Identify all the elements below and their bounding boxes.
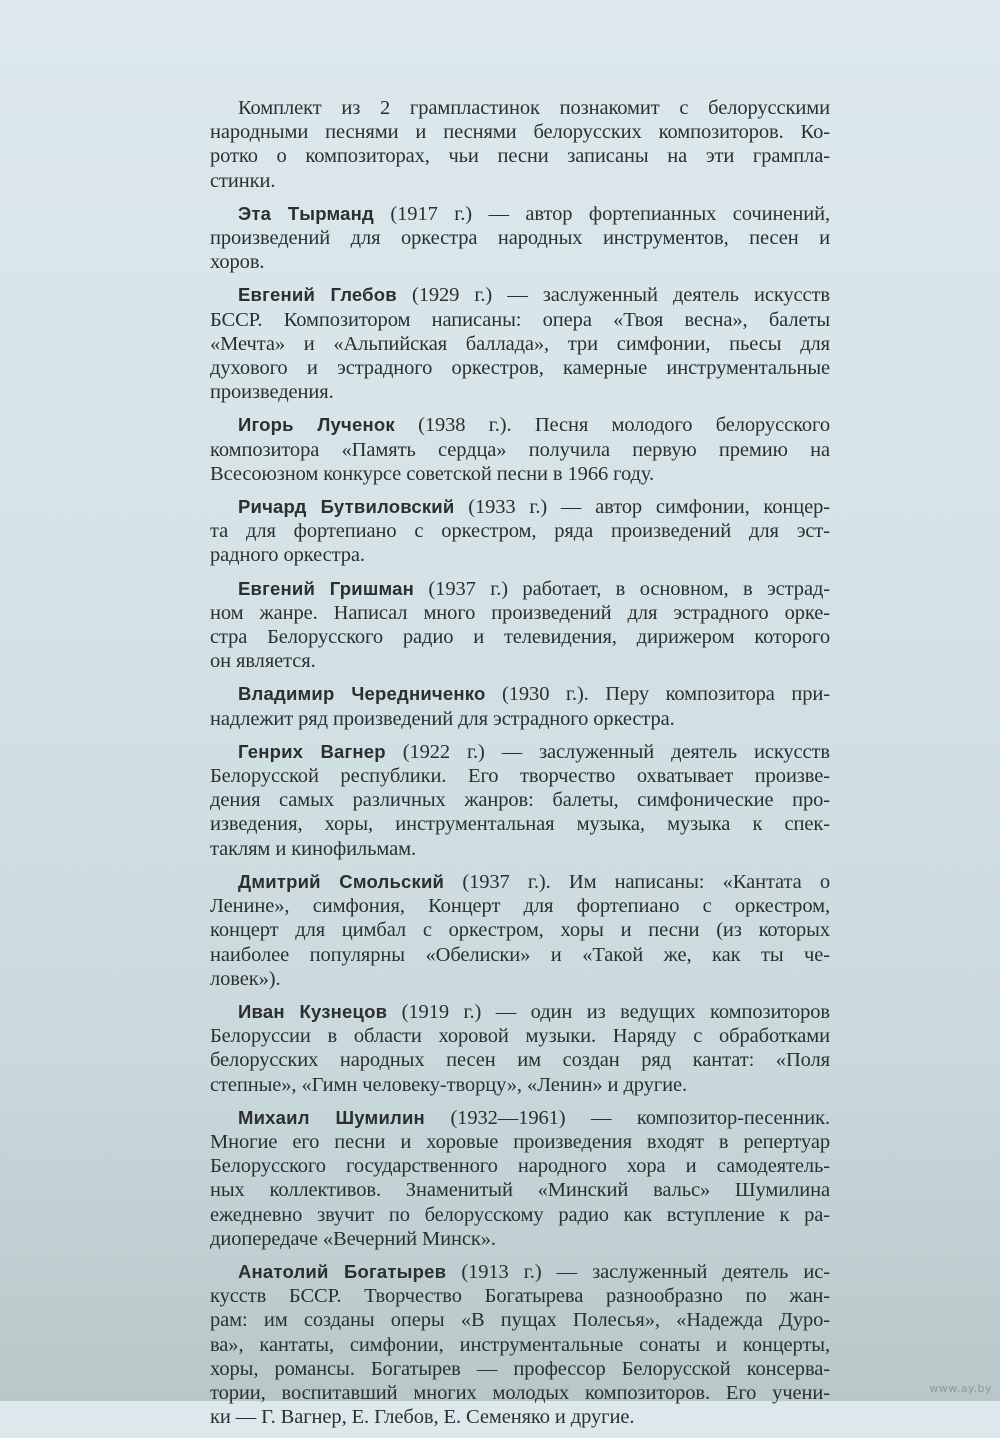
text-line: тории, воспитавший многих молодых композиторов. Его учени- <box>210 1381 830 1404</box>
composer-name: Игорь Лученок <box>238 414 395 436</box>
text-line: Белоруссии в области хоровой музыки. Наряду с обработками <box>210 1025 830 1048</box>
intro-paragraph <box>210 96 830 193</box>
composer-dates: (1930 г.). Перу композитора при- <box>485 683 830 706</box>
text-line: БССР. Композитором написаны: опера «Твоя весна», балеты <box>210 308 830 331</box>
text-line: степные», «Гимн человеку-творцу», «Ленин» и другие. <box>210 1073 688 1096</box>
composer-dates: (1932—1961) — композитор-песенник. <box>424 1106 831 1129</box>
text-line <box>210 202 830 226</box>
text-line: хоров. <box>210 251 265 274</box>
composer-dates: (1919 г.) — один из ведущих композиторов <box>387 1000 831 1023</box>
composer-name: Эта Тырманд <box>238 202 374 224</box>
text-line: наиболее популярны «Обелиски» и «Такой же, как ты че- <box>210 943 830 966</box>
composer-name: Дмитрий Смольский <box>238 870 445 892</box>
text-line: ки — Г. Вагнер, Е. Глебов, Е. Семеняко и другие. <box>210 1406 635 1429</box>
composer-entry-cherednichenko <box>210 682 830 730</box>
text-line: стра Белорусского радио и телевидения, дирижером которого <box>210 626 830 649</box>
text-line: белорусских народных песен им создан ряд кантат: «Поля <box>210 1049 830 1072</box>
text-line: кусств БССР. Творчество Богатырева разнообразно по жан- <box>210 1285 830 1308</box>
text-line: концерт для цимбал с оркестром, хоры и песни (из которых <box>210 919 830 942</box>
composer-dates: (1938 г.). Песня молодого белорусского <box>394 414 830 437</box>
text-line: та для фортепиано с оркестром, ряда произведений для эст- <box>210 520 830 543</box>
text-line: ловек»). <box>210 967 281 990</box>
text-line: изведения, хоры, инструментальная музыка, музыка к спек- <box>210 813 830 836</box>
text-line: Всесоюзном конкурсе советской песни в 1966 году. <box>210 462 654 485</box>
composer-dates: (1917 г.) — автор фортепианных сочинений, <box>373 202 830 225</box>
composer-entry-bogatyrev <box>210 1260 830 1429</box>
composer-name: Михаил Шумилин <box>238 1106 425 1128</box>
text-line: он является. <box>210 650 316 673</box>
text-line: таклям и кинофильмам. <box>210 837 417 860</box>
text-line: ва», кантаты, симфонии, инструментальные сонаты и концерты, <box>210 1333 830 1356</box>
text-line: Белорусского государственного народного хора и самодеятель- <box>210 1155 830 1178</box>
text-line: композитора «Память сердца» получила первую премию на <box>210 438 830 461</box>
text-line: дения самых различных жанров: балеты, симфонические про- <box>210 789 830 812</box>
composer-entry-kuznetsov <box>210 1000 830 1097</box>
composer-dates: (1929 г.) — заслуженный деятель искусств <box>396 284 830 307</box>
text-line: стинки. <box>210 169 276 192</box>
composer-name: Анатолий Богатырев <box>238 1260 447 1282</box>
text-line <box>210 682 830 706</box>
text-line: произведения. <box>210 381 334 404</box>
composer-dates: (1933 г.) — автор симфонии, концер- <box>454 496 830 519</box>
composer-entry-smolsky <box>210 870 830 991</box>
text-line <box>210 1000 830 1024</box>
document-page <box>210 96 830 1438</box>
composer-name: Генрих Вагнер <box>238 740 386 762</box>
text-line: ежедневно звучит по белорусскому радио как вступление к ра- <box>210 1203 830 1226</box>
text-line: Многие его песни и хоровые произведения входят в репертуар <box>210 1130 830 1153</box>
text-line: Белорусской республики. Его творчество охватывает произве- <box>210 765 830 788</box>
text-line <box>210 740 830 764</box>
composer-dates: (1937 г.) работает, в основном, в эстрад- <box>413 577 830 600</box>
watermark: www.ay.by <box>929 1382 992 1395</box>
text-line: Ленине», симфония, Концерт для фортепиано с оркестром, <box>210 895 830 918</box>
text-line: надлежит ряд произведений для эстрадного оркестра. <box>210 707 675 730</box>
composer-dates: (1937 г.). Им написаны: «Кантата о <box>444 870 830 893</box>
text-line: ном жанре. Написал много произведений для эстрадного орке- <box>210 601 830 624</box>
composer-name: Евгений Гришман <box>238 577 414 599</box>
text-line <box>210 413 830 437</box>
text-line: произведений для оркестра народных инструментов, песен и <box>210 227 830 250</box>
composer-dates: (1922 г.) — заслуженный деятель искусств <box>385 740 830 763</box>
composer-entry-shumilin <box>210 1106 830 1251</box>
text-line: «Мечта» и «Альпийская баллада», три симфонии, пьесы для <box>210 332 830 355</box>
text-line: духового и эстрадного оркестров, камерные инструментальные <box>210 357 830 380</box>
text-line <box>210 577 830 601</box>
text-line <box>210 1260 830 1284</box>
composer-entry-butvilovsky <box>210 495 830 568</box>
text-line: радного оркестра. <box>210 544 365 567</box>
text-line: народными песнями и песнями белорусских композиторов. Ко- <box>210 121 830 144</box>
composer-name: Ричард Бутвиловский <box>238 496 455 518</box>
text-line <box>210 870 830 894</box>
composer-entry-grishman <box>210 577 830 674</box>
text-line: ных коллективов. Знаменитый «Минский вальс» Шумилина <box>210 1179 830 1202</box>
composer-entry-luchenok <box>210 413 830 486</box>
text-line: хоры, романсы. Богатырев — профессор Белорусской консерва- <box>210 1357 830 1380</box>
composer-name: Евгений Глебов <box>238 284 397 306</box>
composer-entry-vagner <box>210 740 830 861</box>
text-line <box>210 1106 830 1130</box>
text-line: Комплект из 2 грампластинок познакомит с белорусскими <box>238 97 830 119</box>
composer-name: Владимир Чередниченко <box>238 683 486 705</box>
text-line: рам: им созданы оперы «В пущах Полесья», «Надежда Дуро- <box>210 1309 830 1332</box>
composer-entry-glebov <box>210 283 830 404</box>
composer-name: Иван Кузнецов <box>238 1000 388 1022</box>
composer-dates: (1913 г.) — заслуженный деятель ис- <box>446 1260 830 1283</box>
text-line: диопередаче «Вечерний Минск». <box>210 1227 496 1250</box>
text-line <box>210 495 830 519</box>
text-line <box>210 283 830 307</box>
composer-entry-tyrmand <box>210 202 830 275</box>
text-line: ротко о композиторах, чьи песни записаны на эти грампла- <box>210 145 830 168</box>
